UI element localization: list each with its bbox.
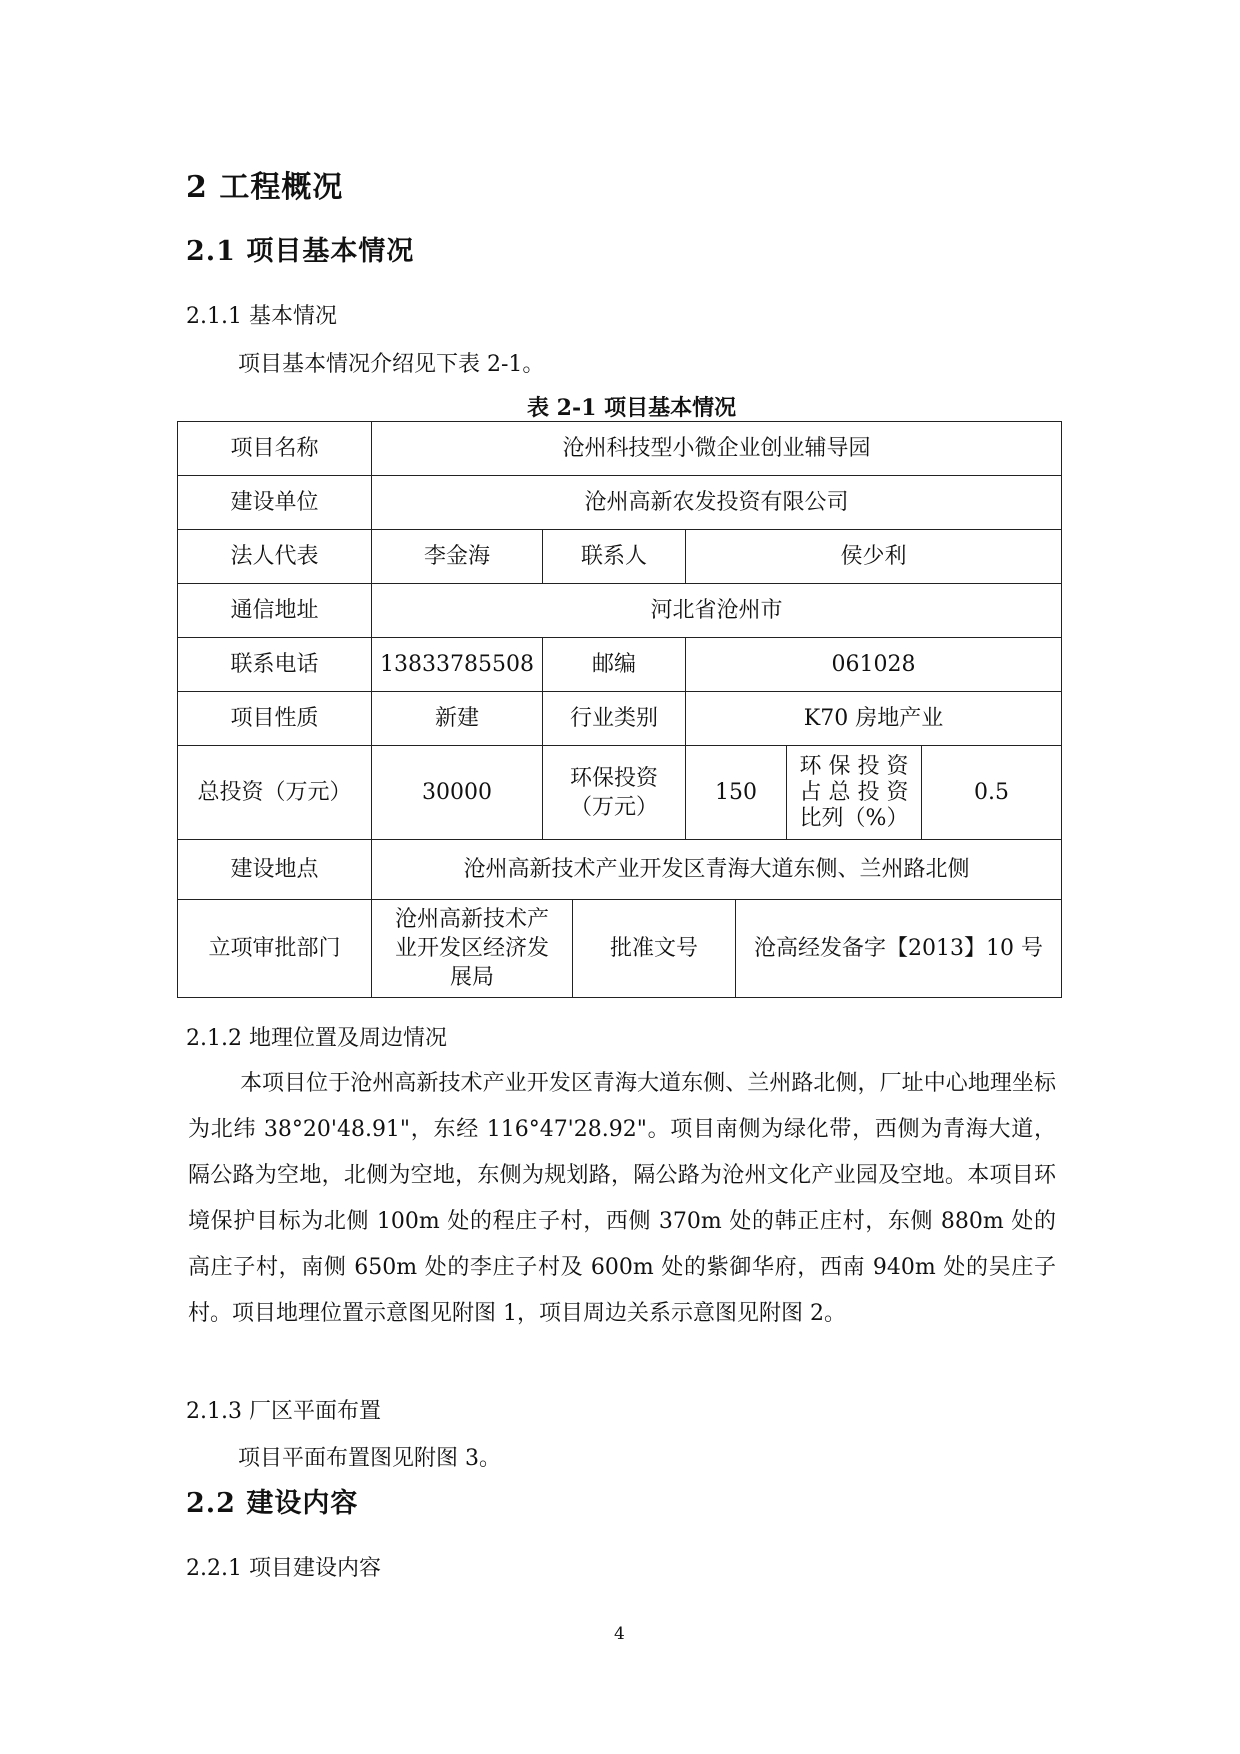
cell-label: 立项审批部门: [178, 900, 372, 998]
cell-value: 150: [686, 746, 787, 840]
cell-label: 项目名称: [178, 422, 372, 476]
cell-label-line: 占 总 投 资: [799, 779, 909, 805]
cell-label: [543, 746, 686, 840]
cell-label: 行业类别: [543, 692, 686, 746]
cell-value: 李金海: [372, 530, 543, 584]
section-heading-2-2: 2.2 建设内容: [186, 1488, 359, 1519]
cell-value: K70 房地产业: [686, 692, 1062, 746]
table-row: [178, 840, 1062, 900]
cell-label: [787, 746, 922, 840]
cell-label: 项目性质: [178, 692, 372, 746]
subsection-heading-2-1-2: 2.1.2 地理位置及周边情况: [186, 1026, 447, 1051]
intro-paragraph: 项目基本情况介绍见下表 2-1。: [238, 352, 545, 377]
table-row: [178, 530, 1062, 584]
table-row: [178, 692, 1062, 746]
table-caption: 表 2-1 项目基本情况: [527, 395, 737, 421]
cell-value: 沧州科技型小微企业创业辅导园: [372, 422, 1062, 476]
cell-value: 061028: [686, 638, 1062, 692]
cell-label-line: 比列（%）: [799, 805, 909, 831]
cell-label-line: 环 保 投 资: [799, 753, 909, 779]
table-row: [178, 584, 1062, 638]
cell-value: 河北省沧州市: [372, 584, 1062, 638]
cell-value-line: 业开发区经济发: [394, 936, 549, 961]
cell-value: 沧州高新农发投资有限公司: [372, 476, 1062, 530]
cell-value-line: 展局: [449, 965, 494, 990]
cell-label: 建设地点: [178, 840, 372, 900]
cell-label: 总投资（万元）: [178, 746, 372, 840]
cell-value: [372, 900, 573, 998]
cell-label: 联系人: [543, 530, 686, 584]
paragraph-location: 本项目位于沧州高新技术产业开发区青海大道东侧、兰州路北侧，厂址中心地理坐标为北纬 38°20'48.91"，东经 116°47'28.92"。项目南侧为绿化带，西侧为青海大道，隔公路为空地，北侧为空地，东侧为规划路，隔公路为沧州文化产业园及空地。本项目环境保护目标为北侧 100m 处的程庄子村，西侧 370m 处的韩正庄村，东侧 880m 处的高庄子村，南侧 650m 处的李庄子村及 600m 处的紫御华府，西南 940m 处的吴庄子村。项目地理位置示意图见附图 1，项目周边关系示意图见附图 2。: [188, 1071, 1056, 1326]
cell-label: 邮编: [543, 638, 686, 692]
subsection-heading-2-1-3: 2.1.3 厂区平面布置: [186, 1399, 381, 1424]
cell-value: 13833785508: [372, 638, 543, 692]
chapter-title: 2 工程概况: [186, 170, 344, 205]
cell-value: 新建: [372, 692, 543, 746]
subsection-heading-2-2-1: 2.2.1 项目建设内容: [186, 1556, 381, 1581]
cell-value: 沧州高新技术产业开发区青海大道东侧、兰州路北侧: [372, 840, 1062, 900]
cell-label: 建设单位: [178, 476, 372, 530]
paragraph-layout: 项目平面布置图见附图 3。: [238, 1446, 501, 1471]
cell-label: 联系电话: [178, 638, 372, 692]
cell-label: 法人代表: [178, 530, 372, 584]
cell-label-line: （万元）: [569, 794, 658, 820]
cell-value: 30000: [372, 746, 543, 840]
section-heading-2-1: 2.1 项目基本情况: [186, 236, 415, 267]
table-row: [178, 476, 1062, 530]
table-row: [178, 422, 1062, 476]
cell-label: 批准文号: [573, 900, 736, 998]
cell-value-line: 沧州高新技术产: [394, 907, 549, 932]
subsection-heading-2-1-1: 2.1.1 基本情况: [186, 304, 337, 329]
project-info-table: [177, 421, 1062, 998]
cell-label: 通信地址: [178, 584, 372, 638]
table-row: [178, 900, 1062, 998]
table-row: [178, 746, 1062, 840]
cell-value: 侯少利: [686, 530, 1062, 584]
cell-label-line: 环保投资: [569, 765, 658, 791]
cell-value: 0.5: [922, 746, 1062, 840]
table-row: [178, 638, 1062, 692]
page-number: 4: [614, 1624, 625, 1644]
cell-value: 沧高经发备字【2013】10 号: [736, 900, 1062, 998]
